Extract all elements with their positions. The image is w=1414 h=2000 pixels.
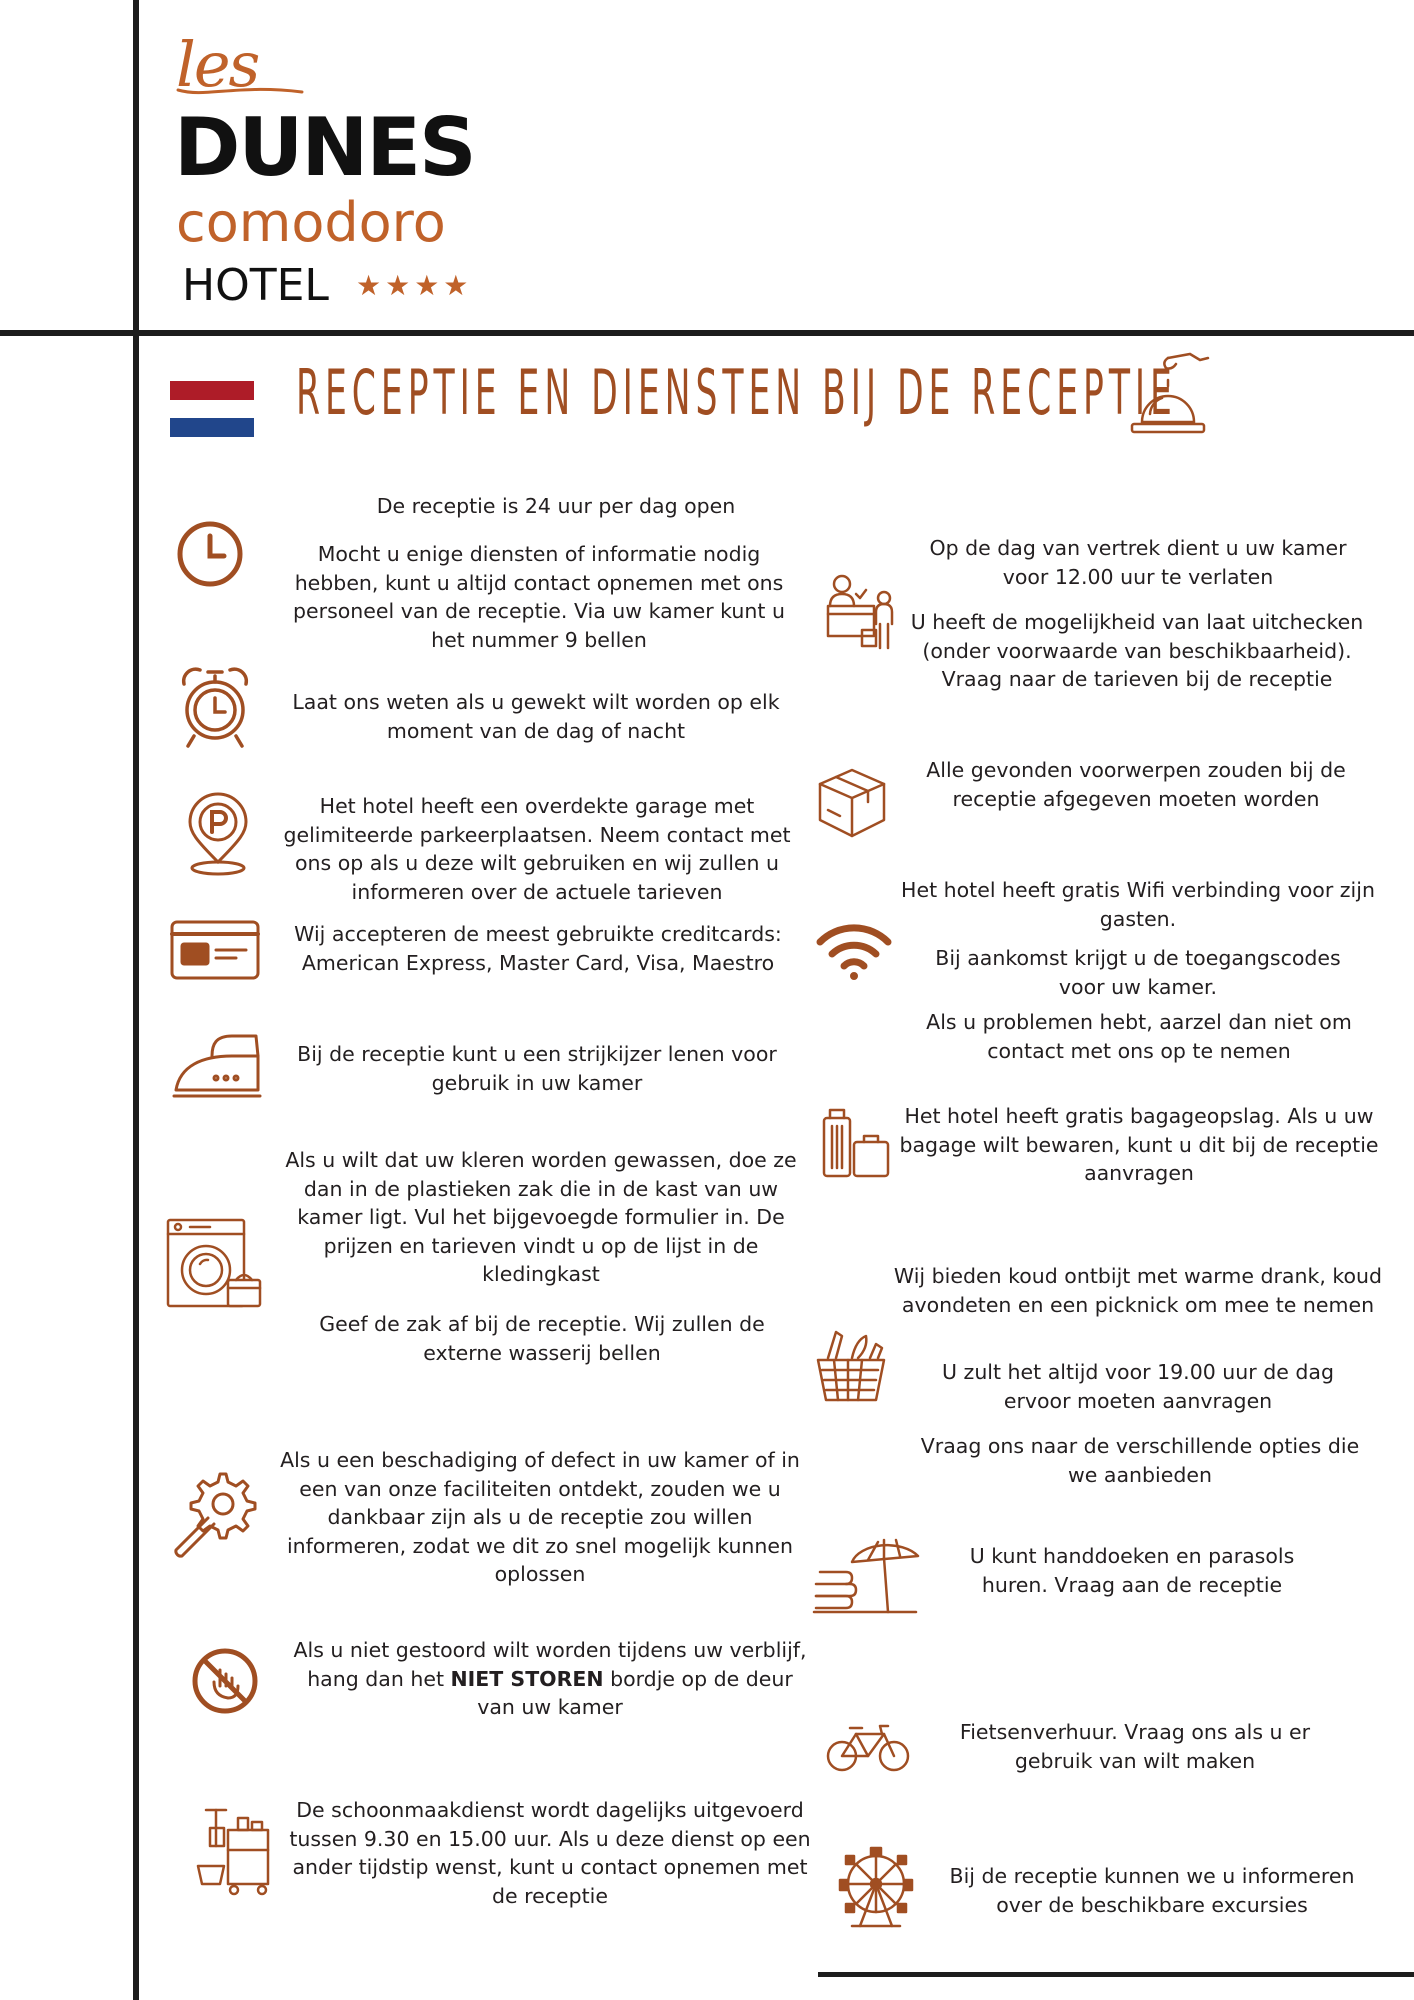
bike-rental-text: Fietsenverhuur. Vraag ons als u er gebruik van wilt maken	[959, 1720, 1311, 1773]
do-not-disturb-icon	[190, 1646, 260, 1716]
logo-dunes: DUNES	[174, 101, 475, 194]
logo-swash	[176, 84, 304, 98]
wifi-icon	[816, 924, 892, 980]
excursions-text: Bij de receptie kunnen we u informeren over de beschikbare excursies	[949, 1864, 1355, 1917]
bottom-divider	[818, 1972, 1414, 1977]
laundry-dropoff-text: Geef de zak af bij de receptie. Wij zullen de externe wasserij bellen	[319, 1312, 765, 1365]
clock-icon	[174, 518, 246, 590]
lost-found-text: Alle gevonden voorwerpen zouden bij de receptie afgegeven moeten worden	[926, 758, 1346, 811]
garage-text: Het hotel heeft een overdekte garage met gelimiteerde parkeerplaatsen. Neem contact met ons op als u deze wilt gebruiken en wij zullen u informeren over de actuele tarieven	[283, 794, 791, 904]
parking-icon	[176, 792, 260, 876]
wifi-codes-text: Bij aankomst krijgt u de toegangscodes voor uw kamer.	[935, 946, 1341, 999]
beach-umbrella-icon	[812, 1536, 922, 1614]
do-not-disturb-text: Als u niet gestoord wilt worden tijdens uw verblijf, hang dan het NIET STOREN bordje op de deur van uw kamer	[293, 1638, 807, 1719]
wifi-support-text: Als u problemen hebt, aarzel dan niet om contact met ons op te nemen	[926, 1010, 1352, 1063]
contact-text: Mocht u enige diensten of informatie nodig hebben, kunt u altijd contact opnemen met ons personeel van de receptie. Via uw kamer kunt u het nummer 9 bellen	[293, 542, 785, 652]
wifi-text: Het hotel heeft gratis Wifi verbinding voor zijn gasten.	[901, 878, 1375, 931]
picnic-basket-icon	[812, 1324, 890, 1404]
box-icon	[816, 764, 888, 840]
bicycle-icon	[826, 1720, 910, 1774]
dutch-flag	[170, 381, 254, 437]
repair-text: Als u een beschadiging of defect in uw kamer of in een van onze faciliteiten ontdekt, zouden we u dankbaar zijn als u de receptie zou willen informeren, zodat we dit zo snel mogelijk kunnen oplossen	[280, 1448, 800, 1586]
credit-card-icon	[170, 920, 260, 980]
luggage-text: Het hotel heeft gratis bagageopslag. Als u uw bagage wilt bewaren, kunt u dit bij de receptie aanvragen	[899, 1104, 1379, 1185]
logo-les: les	[176, 28, 259, 101]
checkout-text: Op de dag van vertrek dient u uw kamer voor 12.00 uur te verlaten	[929, 536, 1347, 589]
cleaning-text: De schoonmaakdienst wordt dagelijks uitgevoerd tussen 9.30 en 15.00 uur. Als u deze dienst op een ander tijdstip wenst, kunt u contact opnemen met de receptie	[289, 1798, 811, 1908]
food-text: Wij bieden koud ontbijt met warme drank, koud avondeten en een picknick om mee te nemen	[893, 1264, 1383, 1317]
late-checkout-text: U heeft de mogelijkheid van laat uitchecken (onder voorwaarde van beschikbaarheid). Vraag naar de tarieven bij de receptie	[910, 610, 1364, 691]
alarm-clock-icon	[178, 664, 252, 750]
vertical-divider	[133, 0, 139, 2000]
reception-open-text: De receptie is 24 uur per dag open	[376, 494, 736, 518]
logo-stars: ★★★★	[356, 269, 473, 302]
ferris-wheel-icon	[838, 1846, 914, 1928]
iron-icon	[172, 1026, 262, 1102]
iron-text: Bij de receptie kunt u een strijkijzer lenen voor gebruik in uw kamer	[297, 1042, 777, 1095]
wake-up-text: Laat ons weten als u gewekt wilt worden op elk moment van de dag of nacht	[292, 690, 780, 743]
cleaning-cart-icon	[196, 1806, 278, 1896]
food-options-text: Vraag ons naar de verschillende opties die we aanbieden	[920, 1434, 1360, 1487]
repair-icon	[168, 1468, 260, 1560]
reception-bell-icon	[1128, 350, 1220, 442]
credit-cards-text: Wij accepteren de meest gebruikte creditcards: American Express, Master Card, Visa, Maestro	[294, 922, 782, 975]
horizontal-divider	[0, 330, 1414, 336]
beach-rental-text: U kunt handdoeken en parasols huren. Vraag aan de receptie	[969, 1544, 1295, 1597]
food-deadline-text: U zult het altijd voor 19.00 uur de dag ervoor moeten aanvragen	[942, 1360, 1334, 1413]
laundry-text: Als u wilt dat uw kleren worden gewassen, doe ze dan in de plastieken zak die in de kast van uw kamer ligt. Vul het bijgevoegde formulier in. De prijzen en tarieven vindt u op de lijst in de kledingkast	[285, 1148, 797, 1286]
page-title: RECEPTIE EN DIENSTEN BIJ DE RECEPTIE	[296, 356, 1177, 429]
washing-machine-icon	[166, 1218, 262, 1308]
luggage-icon	[818, 1106, 892, 1180]
reception-desk-icon	[826, 572, 902, 652]
logo-hotel: HOTEL	[182, 260, 329, 311]
logo-comodoro: comodoro	[176, 191, 446, 254]
